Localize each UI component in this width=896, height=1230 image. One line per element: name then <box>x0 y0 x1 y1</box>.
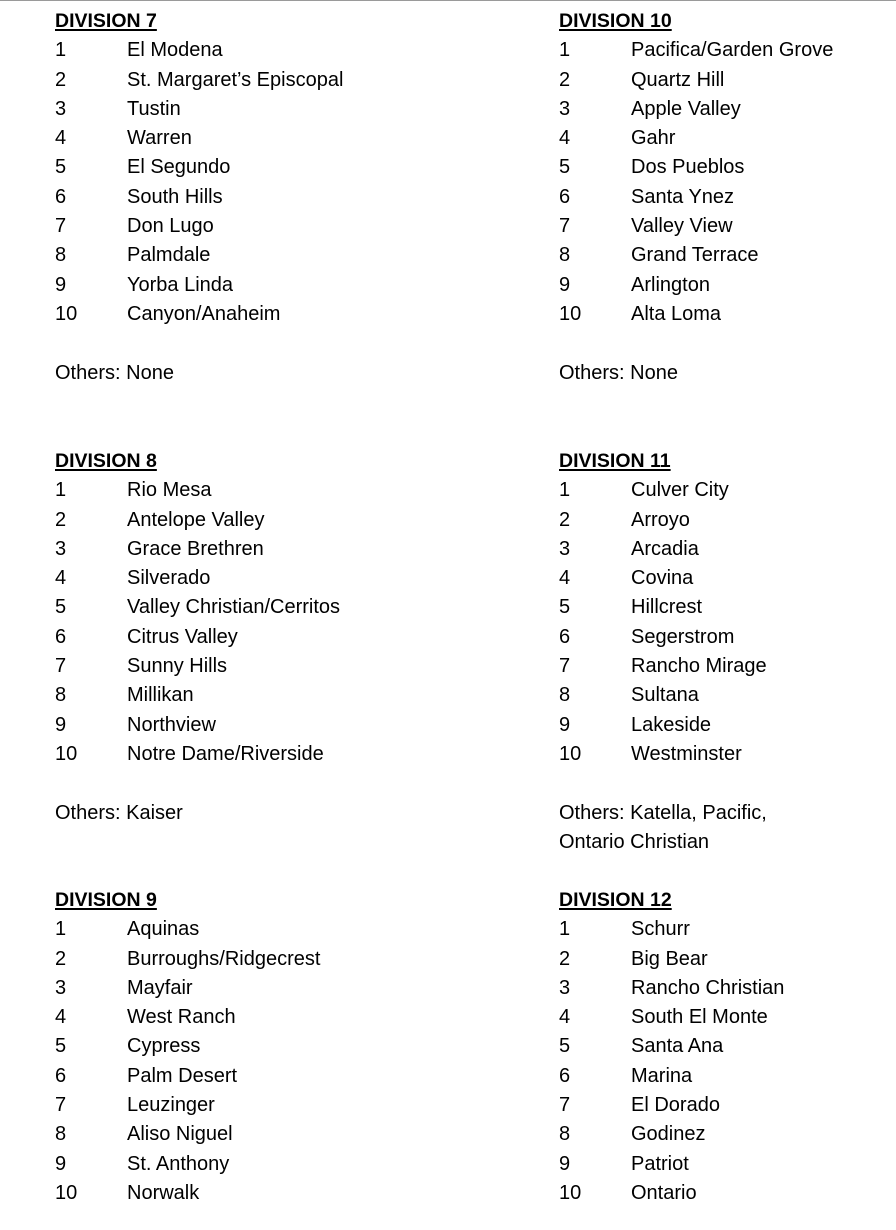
ranking-row <box>559 36 889 65</box>
school-name: Mayfair <box>127 976 193 999</box>
ranking-row <box>55 711 385 740</box>
rank-number: 7 <box>559 1094 571 1117</box>
top-rule <box>0 0 896 1</box>
rank-number: 4 <box>55 127 67 150</box>
school-name: Silverado <box>127 567 211 590</box>
school-name: Segerstrom <box>631 625 735 648</box>
division-title: DIVISION 9 <box>55 889 157 911</box>
ranking-row <box>55 915 385 944</box>
ranking-row <box>559 1179 889 1208</box>
ranking-row <box>55 974 385 1003</box>
rank-number: 7 <box>55 1094 67 1117</box>
rank-number: 6 <box>55 625 67 648</box>
division-title: DIVISION 7 <box>55 10 157 32</box>
rank-number: 6 <box>559 625 571 648</box>
school-name: Leuzinger <box>127 1094 215 1117</box>
ranking-row <box>559 681 889 710</box>
school-name: Big Bear <box>631 947 708 970</box>
division-title: DIVISION 8 <box>55 450 157 472</box>
ranking-row <box>55 271 385 300</box>
rank-number: 9 <box>55 1152 67 1175</box>
others-text: Others: None <box>559 361 678 384</box>
school-name: Valley Christian/Cerritos <box>127 596 341 619</box>
ranking-row <box>55 593 385 622</box>
rank-number: 6 <box>559 185 571 208</box>
rank-number: 3 <box>55 537 67 560</box>
rank-number: 9 <box>55 713 67 736</box>
ranking-row <box>55 1091 385 1120</box>
school-name: Canyon/Anaheim <box>127 302 281 325</box>
school-name: Hillcrest <box>631 596 703 619</box>
ranking-row <box>55 652 385 681</box>
ranking-row <box>559 915 889 944</box>
division-8 <box>55 447 385 828</box>
rank-number: 1 <box>55 918 67 941</box>
division-title: DIVISION 11 <box>559 450 671 472</box>
school-name: Rio Mesa <box>127 479 212 502</box>
ranking-row <box>55 212 385 241</box>
rank-number: 8 <box>559 244 571 267</box>
rank-number: 1 <box>559 39 571 62</box>
ranking-row <box>559 1032 889 1061</box>
rank-number: 2 <box>559 508 571 531</box>
rank-number: 8 <box>559 684 571 707</box>
rank-number: 4 <box>559 127 571 150</box>
rank-number: 7 <box>559 655 571 678</box>
others-text: Others: Katella, Pacific, <box>559 801 767 824</box>
school-name: Culver City <box>631 479 729 502</box>
ranking-row <box>559 300 889 329</box>
school-name: Northview <box>127 713 216 736</box>
ranking-row <box>55 681 385 710</box>
rank-number: 8 <box>559 1123 571 1146</box>
school-name: Don Lugo <box>127 215 214 238</box>
ranking-list <box>55 476 385 769</box>
ranking-row <box>559 271 889 300</box>
rank-number: 2 <box>559 68 571 91</box>
school-name: Arlington <box>631 273 710 296</box>
ranking-row <box>559 153 889 182</box>
others-note <box>55 799 385 828</box>
division-12 <box>559 886 889 1208</box>
rank-number: 4 <box>559 567 571 590</box>
school-name: Rancho Mirage <box>631 655 767 678</box>
ranking-row <box>55 1150 385 1179</box>
others-text: Others: Kaiser <box>55 801 183 824</box>
school-name: Godinez <box>631 1123 706 1146</box>
ranking-list <box>55 915 385 1208</box>
rank-number: 3 <box>559 976 571 999</box>
ranking-row <box>55 300 385 329</box>
rank-number: 1 <box>559 918 571 941</box>
school-name: Burroughs/Ridgecrest <box>127 947 321 970</box>
ranking-row <box>559 740 889 769</box>
rank-number: 7 <box>559 215 571 238</box>
ranking-row <box>559 476 889 505</box>
school-name: Arroyo <box>631 508 690 531</box>
ranking-row <box>559 564 889 593</box>
school-name: Ontario <box>631 1181 697 1204</box>
rank-number: 10 <box>55 742 78 765</box>
ranking-row <box>55 153 385 182</box>
rank-number: 10 <box>559 1181 582 1204</box>
rank-number: 10 <box>55 1181 78 1204</box>
school-name: El Segundo <box>127 156 231 179</box>
school-name: Westminster <box>631 742 742 765</box>
ranking-row <box>55 95 385 124</box>
school-name: El Dorado <box>631 1094 720 1117</box>
rank-number: 10 <box>55 302 78 325</box>
rank-number: 5 <box>55 156 67 179</box>
rank-number: 5 <box>559 596 571 619</box>
school-name: Lakeside <box>631 713 712 736</box>
rank-number: 5 <box>559 1035 571 1058</box>
ranking-row <box>55 506 385 535</box>
rank-number: 1 <box>55 479 67 502</box>
rank-number: 3 <box>55 97 67 120</box>
others-note <box>55 359 385 388</box>
rank-number: 10 <box>559 742 582 765</box>
school-name: Citrus Valley <box>127 625 238 648</box>
ranking-row <box>559 212 889 241</box>
ranking-row <box>55 183 385 212</box>
ranking-row <box>559 652 889 681</box>
others-note <box>559 359 889 388</box>
division-9 <box>55 886 385 1208</box>
school-name: Santa Ynez <box>631 185 735 208</box>
school-name: South El Monte <box>631 1006 768 1029</box>
rank-number: 3 <box>559 537 571 560</box>
ranking-row <box>55 1120 385 1149</box>
school-name: Rancho Christian <box>631 976 785 999</box>
ranking-row <box>55 1179 385 1208</box>
ranking-row <box>55 535 385 564</box>
school-name: Covina <box>631 567 694 590</box>
ranking-list <box>559 36 889 329</box>
rank-number: 4 <box>559 1006 571 1029</box>
ranking-row <box>559 1091 889 1120</box>
ranking-row <box>559 711 889 740</box>
ranking-row <box>559 95 889 124</box>
ranking-row <box>559 1120 889 1149</box>
ranking-row <box>55 66 385 95</box>
rank-number: 7 <box>55 215 67 238</box>
school-name: Sunny Hills <box>127 655 228 678</box>
school-name: Norwalk <box>127 1181 200 1204</box>
rank-number: 2 <box>559 947 571 970</box>
others-text-continued: Ontario Christian <box>559 830 710 853</box>
school-name: St. Margaret’s Episcopal <box>127 68 344 91</box>
school-name: West Ranch <box>127 1006 236 1029</box>
school-name: Marina <box>631 1064 693 1087</box>
rank-number: 6 <box>55 185 67 208</box>
school-name: Quartz Hill <box>631 68 725 91</box>
rank-number: 6 <box>55 1064 67 1087</box>
rank-number: 3 <box>55 976 67 999</box>
school-name: Millikan <box>127 684 194 707</box>
rank-number: 5 <box>559 156 571 179</box>
school-name: Patriot <box>631 1152 689 1175</box>
ranking-row <box>559 1062 889 1091</box>
school-name: Antelope Valley <box>127 508 265 531</box>
ranking-row <box>559 124 889 153</box>
rank-number: 8 <box>55 684 67 707</box>
school-name: St. Anthony <box>127 1152 230 1175</box>
rank-number: 2 <box>55 947 67 970</box>
ranking-row <box>55 623 385 652</box>
school-name: Cypress <box>127 1035 201 1058</box>
rank-number: 5 <box>55 596 67 619</box>
rank-number: 2 <box>55 68 67 91</box>
division-11 <box>559 447 889 857</box>
division-title: DIVISION 10 <box>559 10 672 32</box>
school-name: Arcadia <box>631 537 699 560</box>
ranking-list <box>559 915 889 1208</box>
division-title: DIVISION 12 <box>559 889 672 911</box>
school-name: Pacifica/Garden Grove <box>631 39 834 62</box>
ranking-row <box>55 564 385 593</box>
division-10 <box>559 7 889 388</box>
ranking-row <box>55 476 385 505</box>
rank-number: 1 <box>55 39 67 62</box>
ranking-row <box>55 945 385 974</box>
school-name: Palmdale <box>127 244 211 267</box>
rank-number: 9 <box>559 713 571 736</box>
rank-number: 3 <box>559 97 571 120</box>
ranking-row <box>55 1032 385 1061</box>
ranking-list <box>55 36 385 329</box>
school-name: South Hills <box>127 185 223 208</box>
school-name: Notre Dame/Riverside <box>127 742 324 765</box>
others-text: Others: None <box>55 361 174 384</box>
ranking-list <box>559 476 889 769</box>
ranking-row <box>559 945 889 974</box>
school-name: Sultana <box>631 684 699 707</box>
ranking-row <box>55 1003 385 1032</box>
rank-number: 4 <box>55 567 67 590</box>
rank-number: 5 <box>55 1035 67 1058</box>
rank-number: 1 <box>559 479 571 502</box>
school-name: Warren <box>127 127 192 150</box>
school-name: Aliso Niguel <box>127 1123 233 1146</box>
ranking-row <box>559 183 889 212</box>
rank-number: 7 <box>55 655 67 678</box>
school-name: Apple Valley <box>631 97 741 120</box>
school-name: Schurr <box>631 918 690 941</box>
division-7 <box>55 7 385 388</box>
ranking-row <box>559 974 889 1003</box>
rank-number: 10 <box>559 302 582 325</box>
rank-number: 8 <box>55 244 67 267</box>
rank-number: 2 <box>55 508 67 531</box>
school-name: Grand Terrace <box>631 244 759 267</box>
ranking-row <box>559 66 889 95</box>
school-name: Tustin <box>127 97 181 120</box>
ranking-row <box>55 36 385 65</box>
school-name: Grace Brethren <box>127 537 264 560</box>
rank-number: 4 <box>55 1006 67 1029</box>
rank-number: 8 <box>55 1123 67 1146</box>
others-note <box>559 799 889 858</box>
school-name: Yorba Linda <box>127 273 234 296</box>
ranking-row <box>55 740 385 769</box>
ranking-row <box>559 506 889 535</box>
ranking-row <box>55 241 385 270</box>
rank-number: 9 <box>559 273 571 296</box>
ranking-row <box>559 1003 889 1032</box>
school-name: Palm Desert <box>127 1064 238 1087</box>
ranking-row <box>559 623 889 652</box>
school-name: Gahr <box>631 127 676 150</box>
ranking-row <box>55 124 385 153</box>
ranking-row <box>559 535 889 564</box>
ranking-row <box>559 593 889 622</box>
school-name: Dos Pueblos <box>631 156 745 179</box>
school-name: Valley View <box>631 215 733 238</box>
school-name: Alta Loma <box>631 302 722 325</box>
ranking-row <box>55 1062 385 1091</box>
rank-number: 6 <box>559 1064 571 1087</box>
rank-number: 9 <box>559 1152 571 1175</box>
school-name: El Modena <box>127 39 223 62</box>
school-name: Santa Ana <box>631 1035 724 1058</box>
ranking-row <box>559 1150 889 1179</box>
rank-number: 9 <box>55 273 67 296</box>
school-name: Aquinas <box>127 918 200 941</box>
ranking-row <box>559 241 889 270</box>
